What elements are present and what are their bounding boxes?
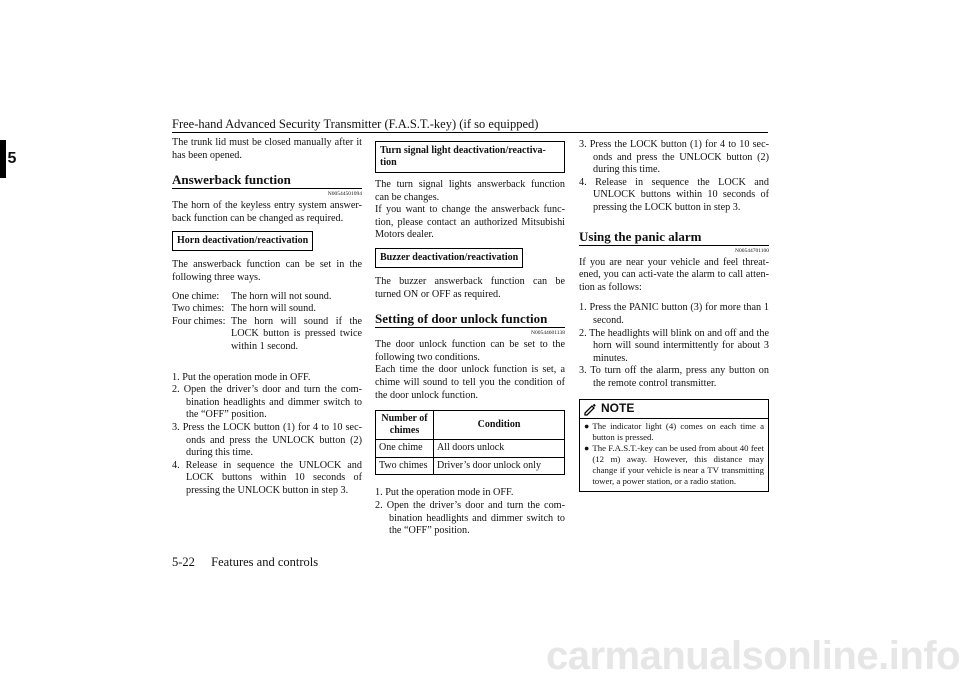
door-unlock-text: The door unlock function can be set to the following two conditions. Each time the door unlock function is set, a chime will sound to tell you the condition of the door unlock function. <box>375 339 565 401</box>
turn-signal-text: The turn signal lights answerback function can be changes. If you want to change the answerback func-tion, please contact an authorized Mitsubishi Motors dealer. <box>375 179 565 241</box>
section-code: N00544501094 <box>327 191 362 198</box>
section-code: N00544701100 <box>734 247 769 254</box>
section-rule <box>375 327 565 328</box>
page-header: Free-hand Advanced Security Transmitter (F.A.S.T.-key) (if so equipped) <box>172 117 539 131</box>
buzzer-text: The buzzer answerback function can be turned ON or OFF as required. <box>375 275 565 300</box>
page-number: 5-22 <box>172 555 195 569</box>
bullet-icon: ● <box>584 442 590 453</box>
section-code: N00544601138 <box>530 330 565 337</box>
door-unlock-steps <box>375 487 565 537</box>
table-header: Number of chimes <box>376 411 434 440</box>
watermark: carmanualsonline.info <box>545 634 960 678</box>
note-box <box>579 399 769 492</box>
note-label: NOTE <box>601 401 635 415</box>
answerback-heading: Answerback function <box>172 172 291 188</box>
chapter-tab: 5 <box>0 140 24 178</box>
column-2 <box>375 135 565 538</box>
section-rule <box>172 188 362 189</box>
table-row: Two chimes Driver’s door unlock only <box>376 457 565 475</box>
table-header: Condition <box>434 411 565 440</box>
bullet-icon: ● <box>584 420 590 431</box>
page-footer <box>172 555 318 570</box>
panic-heading: Using the panic alarm <box>579 228 702 244</box>
definition-row: Two chimes: The horn will sound. <box>172 303 316 315</box>
column-1 <box>172 135 362 497</box>
horn-steps <box>172 372 362 498</box>
list-item: 4. Release in sequence the LOCK and UNLOCK buttons within 10 seconds of pressing the LOCK button in step 3. <box>579 176 769 213</box>
list-item: 1. Put the operation mode in OFF. <box>172 371 311 383</box>
header-rule <box>172 132 768 133</box>
list-item: 2. Open the driver’s door and turn the com-bination headlights and dimmer switch to the “OFF” position. <box>172 384 362 421</box>
definition-row: One chime: The horn will not sound. <box>172 290 332 302</box>
panic-steps <box>579 302 769 390</box>
list-item: 2. The headlights will blink on and off and the horn will sound intermittently for about 3 minutes. <box>579 327 769 364</box>
door-unlock-heading: Setting of door unlock function <box>375 311 548 327</box>
turn-signal-subheading: Turn signal light deactivation/reactiva-tion <box>375 141 565 173</box>
panic-text: If you are near your vehicle and feel threat-ened, you can acti-vate the alarm to call atten-tion as follows: <box>579 256 769 293</box>
ways-text: The answerback function can be set in the following three ways. <box>172 259 362 283</box>
table-row: One chime All doors unlock <box>376 440 565 458</box>
door-unlock-steps-cont <box>579 139 769 215</box>
list-item: 3. Press the LOCK button (1) for 4 to 10 sec-onds and press the UNLOCK button (2) during this time. <box>579 139 769 176</box>
horn-subheading: Horn deactivation/reactivation <box>172 231 313 251</box>
list-item: 1. Put the operation mode in OFF. <box>375 487 514 499</box>
definition-row: Four chimes: The horn will sound if the LOCK button is pressed twice within 1 second. <box>172 315 362 352</box>
list-item: 2. Open the driver’s door and turn the com-bination headlights and dimmer switch to the “OFF” position. <box>375 499 565 537</box>
list-item: ● The F.A.S.T.-key can be used from about 40 feet (12 m) away. However, this distance may change if your vehicle is near a TV transmitting tower, a power station, or a radio station. <box>584 442 764 486</box>
list-item: 1. Press the PANIC button (3) for more than 1 second. <box>579 302 769 326</box>
trunk-intro: The trunk lid must be closed manually after it has been opened. <box>172 137 362 161</box>
note-header <box>580 400 768 419</box>
list-item: ● The indicator light (4) comes on each time a button is pressed. <box>584 420 764 442</box>
note-list <box>580 419 768 491</box>
list-item: 3. Press the LOCK button (1) for 4 to 10 sec-onds and press the UNLOCK button (2) during this time. <box>172 421 362 459</box>
note-pencil-icon <box>583 402 597 416</box>
chime-definitions <box>172 291 362 354</box>
answerback-text: The horn of the keyless entry system answer-back function can be changed as required. <box>172 200 362 224</box>
list-item: 4. Release in sequence the UNLOCK and LOCK buttons within 10 seconds of pressing the UNLOCK button in step 3. <box>172 459 362 496</box>
door-unlock-table <box>375 410 565 475</box>
section-rule <box>579 245 769 246</box>
footer-section: Features and controls <box>211 555 319 569</box>
buzzer-subheading: Buzzer deactivation/reactivation <box>375 248 523 268</box>
column-3 <box>579 135 769 492</box>
list-item: 3. To turn off the alarm, press any button on the remote control transmitter. <box>579 365 769 389</box>
